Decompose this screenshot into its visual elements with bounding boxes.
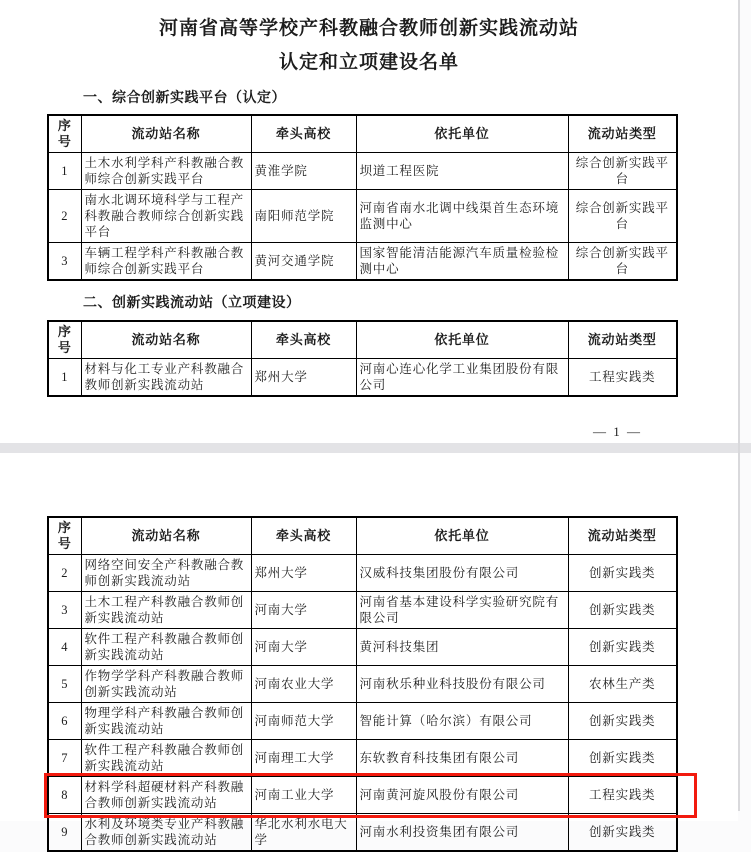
column-header: 流动站类型: [568, 115, 677, 153]
table-cell: 网络空间安全产科教融合教师创新实践流动站: [81, 555, 251, 592]
column-header: 流动站名称: [81, 115, 251, 153]
column-header: 序号: [48, 115, 81, 153]
section-heading-platforms: 一、综合创新实践平台（认定）: [83, 89, 286, 105]
table-cell: 3: [48, 592, 81, 629]
table-row: [48, 814, 677, 852]
section-heading-stations: 二、创新实践流动站（立项建设）: [83, 294, 301, 310]
table-cell: 8: [48, 777, 81, 814]
table-cell: 河南工业大学: [251, 777, 356, 814]
table-cell: 郑州大学: [251, 359, 356, 397]
table-cell: 郑州大学: [251, 555, 356, 592]
table-cell: 2: [48, 555, 81, 592]
table-cell: 工程实践类: [568, 359, 677, 397]
table-cell: 6: [48, 703, 81, 740]
column-header: 序号: [48, 321, 81, 359]
station-table: [47, 320, 678, 397]
table-cell: 创新实践类: [568, 555, 677, 592]
table-row: [48, 243, 677, 281]
table-cell: 河南农业大学: [251, 666, 356, 703]
table-cell: 河南水利投资集团有限公司: [356, 814, 568, 852]
table-cell: 河南黄河旋风股份有限公司: [356, 777, 568, 814]
table-cell: 河南省基本建设科学实验研究院有限公司: [356, 592, 568, 629]
table-cell: 华北水利水电大学: [251, 814, 356, 852]
table-cell: 河南秋乐种业科技股份有限公司: [356, 666, 568, 703]
table-cell: 智能计算（哈尔滨）有限公司: [356, 703, 568, 740]
table-header-row: [48, 321, 677, 359]
table-header-row: [48, 115, 677, 153]
page-number: — 1 —: [593, 424, 642, 439]
table-cell: 坝道工程医院: [356, 153, 568, 190]
table-cell: 工程实践类: [568, 777, 677, 814]
column-header: 序号: [48, 517, 81, 555]
table-cell: 水利及环境类专业产科教融合教师创新实践流动站: [81, 814, 251, 852]
table-row: [48, 703, 677, 740]
table-cell: 农林生产类: [568, 666, 677, 703]
table-row: [48, 555, 677, 592]
table-cell: 综合创新实践平台: [568, 243, 677, 281]
table-header-row: [48, 517, 677, 555]
table-cell: 东软教育科技集团有限公司: [356, 740, 568, 777]
table-cell: 创新实践类: [568, 629, 677, 666]
column-header: 流动站类型: [568, 321, 677, 359]
page-edge-line: [738, 0, 740, 811]
column-header: 依托单位: [356, 115, 568, 153]
table-cell: 作物学学科产科教融合教师创新实践流动站: [81, 666, 251, 703]
table-cell: 国家智能清洁能源汽车质量检验检测中心: [356, 243, 568, 281]
page-gap: [0, 443, 751, 453]
table-cell: 汉威科技集团股份有限公司: [356, 555, 568, 592]
table-cell: 4: [48, 629, 81, 666]
table-cell: 软件工程产科教融合教师创新实践流动站: [81, 740, 251, 777]
table-cell: 创新实践类: [568, 740, 677, 777]
table-cell: 5: [48, 666, 81, 703]
table-cell: 车辆工程学科产科教融合教师综合创新实践平台: [81, 243, 251, 281]
table-row: [48, 153, 677, 190]
column-header: 牵头高校: [251, 321, 356, 359]
table-row-highlighted: [48, 777, 677, 814]
table-cell: 综合创新实践平台: [568, 153, 677, 190]
table-cell: 河南心连心化学工业集团股份有限公司: [356, 359, 568, 397]
table-cell: 黄河交通学院: [251, 243, 356, 281]
table-cell: 7: [48, 740, 81, 777]
table-cell: 河南大学: [251, 629, 356, 666]
table-cell: 材料与化工专业产科教融合教师创新实践流动站: [81, 359, 251, 397]
table-cell: 河南省南水北调中线渠首生态环境监测中心: [356, 190, 568, 243]
table-cell: 土木工程产科教融合教师创新实践流动站: [81, 592, 251, 629]
table-cell: 土木水利学科产科教融合教师综合创新实践平台: [81, 153, 251, 190]
table-cell: 黄河科技集团: [356, 629, 568, 666]
column-header: 依托单位: [356, 517, 568, 555]
column-header: 依托单位: [356, 321, 568, 359]
table-cell: 1: [48, 153, 81, 190]
table-row: [48, 666, 677, 703]
station-table-continued: [47, 516, 678, 852]
column-header: 牵头高校: [251, 115, 356, 153]
document-title: 河南省高等学校产科教融合教师创新实践流动站: [158, 18, 579, 39]
column-header: 流动站名称: [81, 321, 251, 359]
table-row: [48, 629, 677, 666]
column-header: 牵头高校: [251, 517, 356, 555]
table-cell: 创新实践类: [568, 592, 677, 629]
table-cell: 2: [48, 190, 81, 243]
table-cell: 河南师范大学: [251, 703, 356, 740]
table-row: [48, 190, 677, 243]
table-row: [48, 359, 677, 397]
platform-table: [47, 114, 678, 281]
table-cell: 南阳师范学院: [251, 190, 356, 243]
table-cell: 河南理工大学: [251, 740, 356, 777]
table-cell: 南水北调环境科学与工程产科教融合教师综合创新实践平台: [81, 190, 251, 243]
table-row: [48, 592, 677, 629]
table-cell: 3: [48, 243, 81, 281]
column-header: 流动站名称: [81, 517, 251, 555]
table-cell: 9: [48, 814, 81, 852]
document-page-2: [0, 453, 738, 847]
table-cell: 物理学科产科教融合教师创新实践流动站: [81, 703, 251, 740]
table-cell: 黄淮学院: [251, 153, 356, 190]
table-cell: 综合创新实践平台: [568, 190, 677, 243]
column-header: 流动站类型: [568, 517, 677, 555]
table-cell: 创新实践类: [568, 703, 677, 740]
table-cell: 1: [48, 359, 81, 397]
table-row: [48, 740, 677, 777]
document-subtitle: 认定和立项建设名单: [278, 52, 459, 73]
table-cell: 软件工程产科教融合教师创新实践流动站: [81, 629, 251, 666]
table-cell: 材料学科超硬材料产科教融合教师创新实践流动站: [81, 777, 251, 814]
table-cell: 创新实践类: [568, 814, 677, 852]
table-cell: 河南大学: [251, 592, 356, 629]
